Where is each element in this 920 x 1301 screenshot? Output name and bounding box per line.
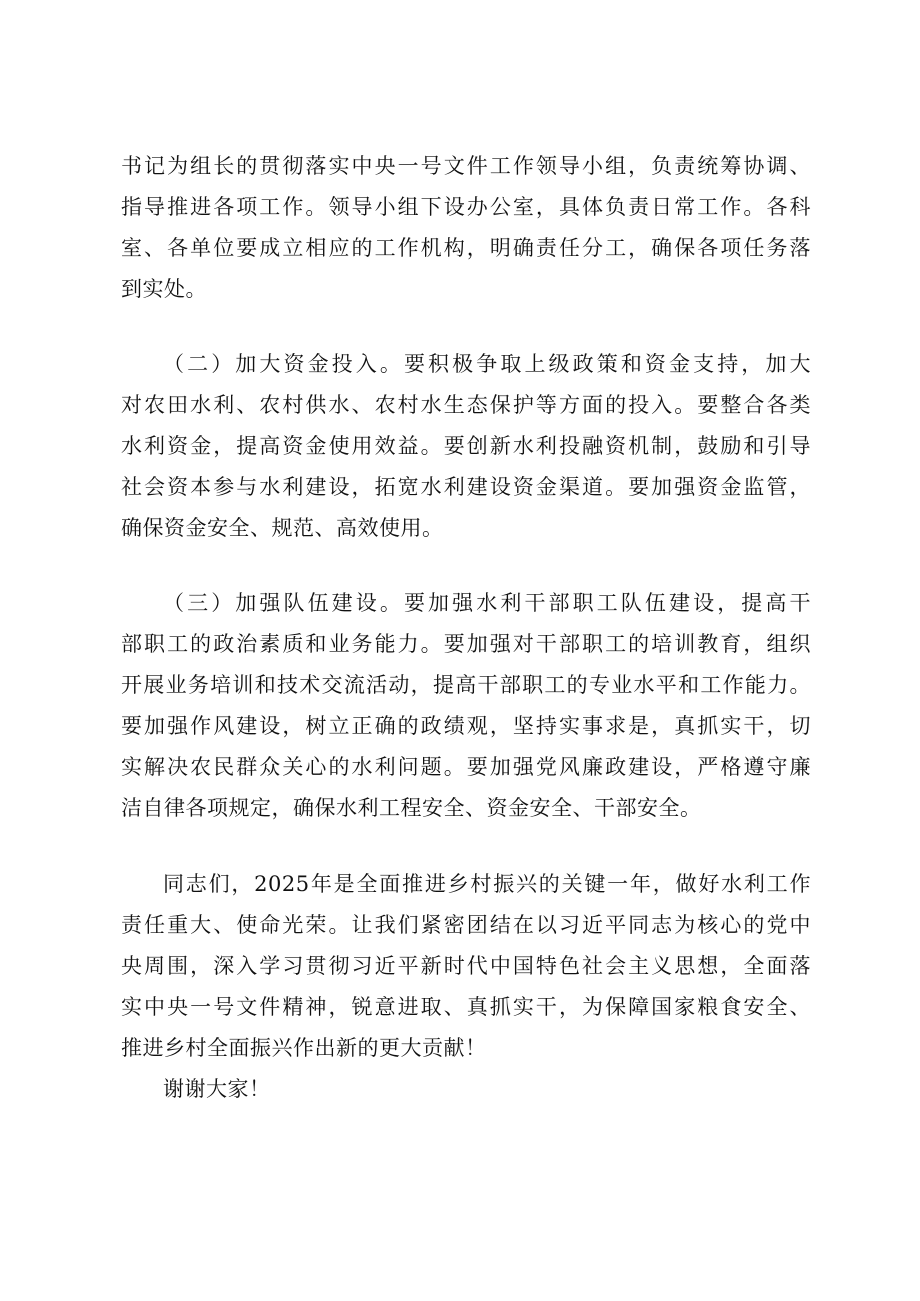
text-line: 推进乡村全面振兴作出新的更大贡献！ — [121, 1036, 487, 1060]
text-line: （三）加强队伍建设。要加强水利干部职工队伍建设，提高干 — [163, 591, 811, 615]
closing-line: 谢谢大家！ — [163, 1077, 271, 1101]
text-line: （二）加大资金投入。要积极争取上级政策和资金支持，加大 — [163, 352, 811, 376]
text-line: 责任重大、使命光荣。让我们紧密团结在以习近平同志为核心的党中 — [121, 913, 811, 937]
text-line: 水利资金，提高资金使用效益。要创新水利投融资机制，鼓励和引导 — [121, 434, 811, 458]
text-line: 室、各单位要成立相应的工作机构，明确责任分工，确保各项任务落 — [121, 236, 811, 260]
text-line: 要加强作风建设，树立正确的政绩观，坚持实事求是，真抓实干，切 — [121, 714, 811, 738]
text-line: 对农田水利、农村供水、农村水生态保护等方面的投入。要整合各类 — [121, 393, 811, 417]
text-line: 开展业务培训和技术交流活动，提高干部职工的专业水平和工作能力。 — [121, 673, 811, 697]
text-line: 实解决农民群众关心的水利问题。要加强党风廉政建设，严格遵守廉 — [121, 755, 811, 779]
text-line: 央周围，深入学习贯彻习近平新时代中国特色社会主义思想，全面落 — [121, 954, 811, 978]
text-line: 同志们，2025年是全面推进乡村振兴的关键一年，做好水利工作 — [163, 872, 811, 896]
text-line: 确保资金安全、规范、高效使用。 — [121, 516, 444, 540]
text-line: 洁自律各项规定，确保水利工程安全、资金安全、干部安全。 — [121, 796, 702, 820]
text-line: 实中央一号文件精神，锐意进取、真抓实干，为保障国家粮食安全、 — [121, 995, 811, 1019]
text-line: 社会资本参与水利建设，拓宽水利建设资金渠道。要加强资金监管， — [121, 475, 811, 499]
text-line: 指导推进各项工作。领导小组下设办公室，具体负责日常工作。各科 — [121, 195, 811, 219]
text-line: 部职工的政治素质和业务能力。要加强对干部职工的培训教育，组织 — [121, 632, 811, 656]
text-line: 书记为组长的贯彻落实中央一号文件工作领导小组，负责统筹协调、 — [121, 154, 811, 178]
text-line: 到实处。 — [121, 277, 207, 301]
